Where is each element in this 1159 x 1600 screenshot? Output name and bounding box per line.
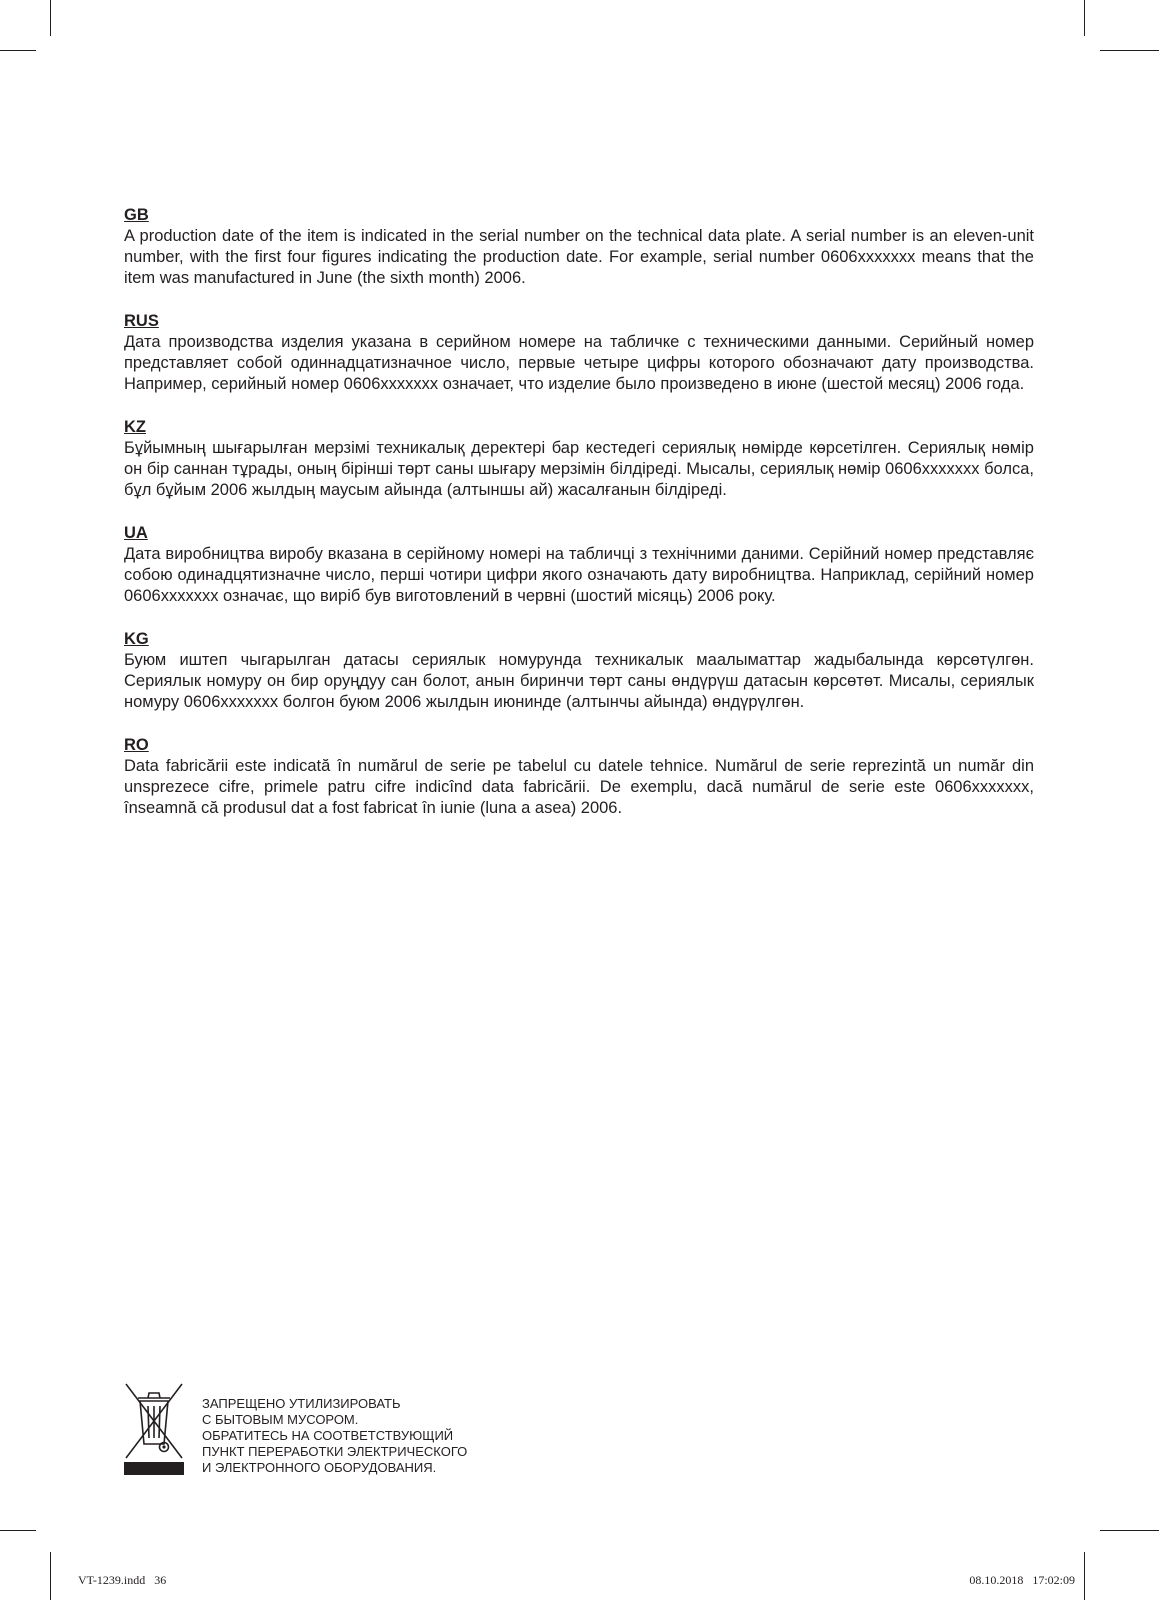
section-heading: KG xyxy=(124,630,149,648)
section-heading: GB xyxy=(124,206,149,224)
crop-mark-bottom-right-vertical xyxy=(1084,1552,1085,1600)
section-heading: UA xyxy=(124,524,148,542)
disposal-notice-line: ПУНКТ ПЕРЕРАБОТКИ ЭЛЕКТРИЧЕСКОГО xyxy=(202,1444,468,1459)
section-gb xyxy=(124,205,1034,289)
section-ua xyxy=(124,523,1034,607)
weee-bar xyxy=(124,1462,184,1475)
section-body: Дата виробництва виробу вказана в серійному номері на табличці з технічними даними. Серійний номер представляє собою одинадцятизначне число, перші чотири цифри якого означають дату виробництва. Наприклад, серійний номер 0606xxxxxxx означає, що виріб був виготовлений в червні (шостий місяць) 2006 року. xyxy=(124,545,1034,605)
footer-timestamp: 08.10.2018 17:02:09 xyxy=(969,1573,1075,1587)
crop-mark-bottom-left-vertical xyxy=(50,1552,51,1600)
disposal-notice xyxy=(202,1396,467,1476)
section-body: Буюм иштеп чыгарылган датасы сериялык номурунда техникалык маалыматтар жадыбалында көрсөтүлгөн. Сериялык номуру он бир оруңдуу сан болот, анын биринчи төрт саны өндүрүш датасын көрсөтөт. Мисалы, сериялык номуру 0606xxxxxxx болгон буюм 2006 жылдын июнинде (алтынчы айында) өндүрүлгөн. xyxy=(124,651,1034,711)
crop-mark-bottom-left-horizontal xyxy=(0,1530,36,1531)
section-heading: RUS xyxy=(124,312,159,330)
section-body: Data fabricării este indicată în numărul de serie pe tabelul cu datele tehnice. Numărul de serie reprezintă un număr din unsprezece cifre, primele patru cifre indicînd data fabricării. De exemplu, dacă numărul de serie este 0606xxxxxxx, înseamnă că produsul dat a fost fabricat în iunie (luna a asea) 2006. xyxy=(124,757,1034,817)
crop-mark-top-right-horizontal xyxy=(1100,50,1159,51)
serial-number-info xyxy=(124,205,1034,841)
section-body: Дата производства изделия указана в серийном номере на табличке с техническими данными. Серийный номер представляет собой одиннадцатизначное число, первые четыре цифры которого обозначают дату производства. Например, серийный номер 0606xxxxxxx означает, что изделие было произведено в июне (шестой месяц) 2006 года. xyxy=(124,333,1034,393)
crossed-out-wheelie-bin-icon xyxy=(124,1382,184,1476)
disposal-notice-line: ОБРАТИТЕСЬ НА СООТВЕТСТВУЮЩИЙ xyxy=(202,1428,454,1443)
crop-mark-bottom-right-horizontal xyxy=(1100,1530,1159,1531)
section-heading: KZ xyxy=(124,418,146,436)
crop-mark-top-left-vertical xyxy=(50,0,51,36)
section-body: A production date of the item is indicated in the serial number on the technical data plate. A serial number is an eleven-unit number, with the first four figures indicating the production date. For example, serial number 0606xxxxxxx means that the item was manufactured in June (the sixth month) 2006. xyxy=(124,227,1034,287)
section-ro xyxy=(124,735,1034,819)
section-rus xyxy=(124,311,1034,395)
footer-file-info: VT-1239.indd 36 xyxy=(78,1573,167,1587)
section-kg xyxy=(124,629,1034,713)
section-heading: RO xyxy=(124,736,149,754)
disposal-notice-line: ЗАПРЕЩЕНО УТИЛИЗИРОВАТЬ xyxy=(202,1396,401,1411)
crop-mark-top-right-vertical xyxy=(1084,0,1085,36)
disposal-notice-line: И ЭЛЕКТРОННОГО ОБОРУДОВАНИЯ. xyxy=(202,1460,437,1475)
crop-mark-top-left-horizontal xyxy=(0,50,36,51)
section-kz xyxy=(124,417,1034,501)
section-body: Бұйымның шығарылған мерзімі техникалық деректері бар кестедегі сериялық нөмірде көрсетілген. Сериялық нөмір он бір саннан тұрады, оның бірінші төрт саны шығару мерзімін білдіреді. Мысалы, сериялық нөмір 0606xxxxxxx болса, бұл бұйым 2006 жылдың маусым айында (алтыншы ай) жасалғанын білдіреді. xyxy=(124,439,1034,499)
disposal-notice-line: С БЫТОВЫМ МУСОРОМ. xyxy=(202,1412,359,1427)
